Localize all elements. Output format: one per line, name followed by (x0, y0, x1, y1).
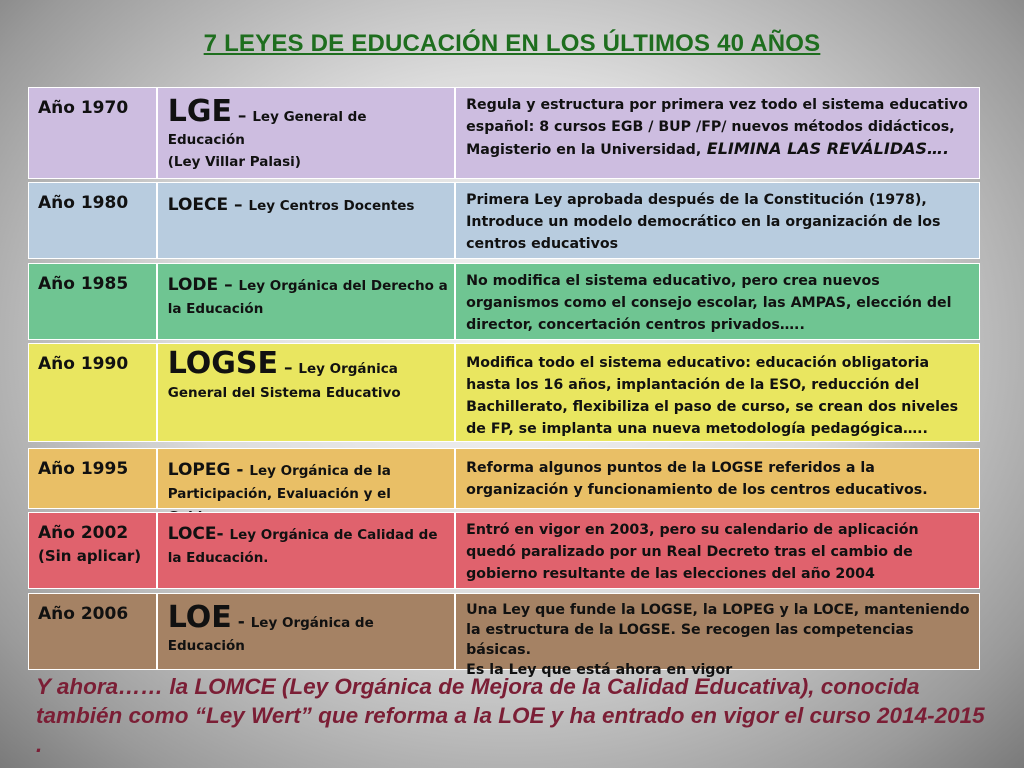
year-label: Año 1990 (38, 354, 129, 374)
law-acronym: LOPEG (167, 460, 231, 480)
year-label: Año 2006 (38, 604, 129, 624)
page-title: 7 LEYES DE EDUCACIÓN EN LOS ÚLTIMOS 40 AÑOS (203, 30, 821, 57)
law-description (456, 344, 979, 441)
law-dash: – (218, 275, 239, 295)
law-row-1990 (28, 343, 980, 442)
law-name-cell (158, 513, 456, 588)
law-description-emphasis: ELIMINA LAS REVÁLIDAS…. (701, 139, 950, 158)
law-name-cell (158, 88, 456, 178)
year-cell (29, 183, 158, 258)
year-note: (Sin aplicar) (38, 547, 142, 565)
law-row-2002 (28, 512, 980, 589)
law-extra: (Ley Villar Palasi) (167, 154, 301, 170)
law-description-text: Primera Ley aprobada después de la Constitución (1978), Introduce un modelo democrático en la organización de los centros educativos (466, 192, 941, 252)
law-acronym: LOGSE (167, 346, 279, 381)
law-name-cell (158, 183, 456, 258)
law-description (456, 183, 979, 258)
law-dash: - (230, 460, 250, 480)
law-dash: – (231, 106, 253, 126)
law-description-note: Es la Ley que está ahora en vigor (466, 662, 733, 678)
year-cell (29, 88, 158, 178)
law-name-cell (158, 594, 456, 669)
law-dash: - (231, 612, 251, 632)
law-name: Ley General de Educación (167, 109, 367, 148)
year-cell (29, 449, 158, 508)
law-name-cell (158, 449, 456, 508)
law-name: Ley Orgánica General del Sistema Educativo (167, 361, 401, 401)
year-label: Año 1995 (38, 459, 129, 479)
law-name-cell (158, 344, 456, 441)
year-label: Año 1970 (38, 98, 129, 118)
year-cell (29, 513, 158, 588)
law-dash: – (228, 195, 249, 215)
law-name: Ley Orgánica de Calidad de la Educación. (167, 527, 438, 566)
law-row-1980 (28, 182, 980, 259)
law-row-1995 (28, 448, 980, 509)
year-cell (29, 264, 158, 339)
year-cell (29, 594, 158, 669)
law-description (456, 449, 979, 508)
year-label: Año 1985 (38, 274, 129, 294)
year-label: Año 1980 (38, 193, 129, 213)
law-name: Ley Orgánica de Educación (167, 615, 374, 654)
law-row-1985 (28, 263, 980, 340)
law-description-text: Reforma algunos puntos de la LOGSE referidos a la organización y funcionamiento de los centros educativos. (466, 460, 928, 498)
law-name: Ley Orgánica de la Participación, Evaluación y el (167, 463, 391, 502)
law-dash: – (278, 358, 299, 378)
law-description (456, 513, 979, 588)
law-description-text: Modifica todo el sistema educativo: educación obligatoria hasta los 16 años, implantación de la ESO, reducción del Bachillerato, flexibiliza el paso de curso, se crean dos niveles de FP, se implanta una nueva metodología pedagógica….. (466, 355, 959, 437)
law-acronym: LOE (167, 600, 232, 635)
law-description (456, 264, 979, 339)
year-label: Año 2002 (38, 523, 129, 543)
year-cell (29, 344, 158, 441)
law-row-1970 (28, 87, 980, 179)
law-description (456, 594, 979, 678)
law-acronym: LGE (167, 94, 232, 129)
law-acronym: LODE (167, 275, 219, 295)
law-description-text: Regula y estructura por primera vez todo el sistema educativo español: 8 cursos EGB / BUP /FP/ nuevos métodos didácticos, Magisterio en la Universidad, (466, 97, 968, 158)
law-name: Ley Orgánica del Derecho a la Educación (167, 278, 448, 317)
law-description (456, 88, 979, 178)
law-dash: - (216, 524, 230, 544)
law-acronym: LOCE (167, 524, 217, 544)
law-description-text: No modifica el sistema educativo, pero crea nuevos organismos como el consejo escolar, las AMPAS, elección del director, concertación centros privados….. (466, 273, 952, 333)
law-name-cell (158, 264, 456, 339)
law-row-2006 (28, 593, 980, 678)
law-acronym: LOECE (167, 195, 229, 215)
law-description-text: Entró en vigor en 2003, pero su calendario de aplicación quedó paralizado por un Real Decreto tras el cambio de gobierno resultante de las elecciones del año 2004 (466, 522, 919, 582)
law-name: Ley Centros Docentes (248, 198, 415, 214)
law-description-text: Una Ley que funde la LOGSE, la LOPEG y la LOCE, manteniendo la estructura de la LOGSE. Se recogen las competencias básicas. (466, 602, 970, 658)
footer-note: Y ahora…… la LOMCE (Ley Orgánica de Mejora de la Calidad Educativa), conocida también como “Ley Wert” que reforma a la LOE y ha entrado en vigor el curso 2014-2015 . (36, 674, 985, 757)
